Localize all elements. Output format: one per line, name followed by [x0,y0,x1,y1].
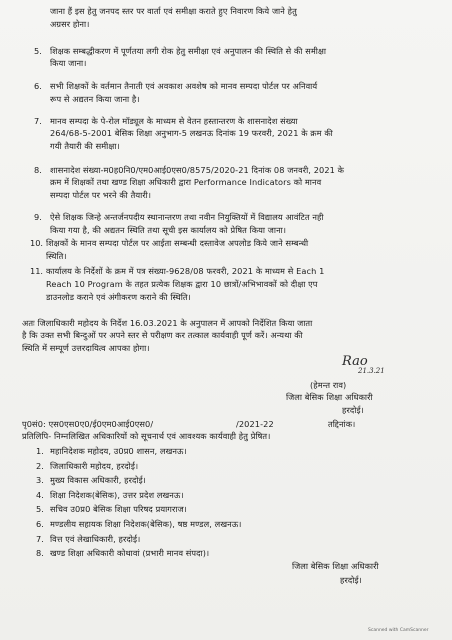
item-number: 8. [34,165,42,175]
item-number: 5. [34,46,42,56]
memo-reference: पृ0सं0: एस0एस0ए0/ई0एम0आई0एस0/ [22,419,154,429]
signatory-place: हरदोई। [342,405,364,415]
body-line: सम्पदा पोर्टल पर भरने की तैयारी। [50,190,152,200]
body-line: डाउनलोड कराने एवं अंगीकरण कराने की स्थिति। [46,292,191,302]
item-number: 10. [30,238,44,248]
closing-line: है कि उक्त सभी बिन्दुओं पर अपने स्तर से परीक्षण कर तत्काल कार्यवाही पूर्ण करें। अन्यथा की [22,330,303,340]
recipient-item: महानिदेशक महोदय, उ0प्र0 शासन, लखनऊ। [50,446,187,456]
body-line: क्रम में शिक्षकों तथा खण्ड शिक्षा अधिकारी द्वारा Performance Indicators को मानव [50,177,322,187]
body-line: किया गया है, की अद्यतन स्थिति तथा सूची इस कार्यालय को प्रेषित किया जाना। [50,225,287,235]
recipient-number: 1. [36,446,44,456]
item-number: 6. [34,81,42,91]
recipient-item: जिलाधिकारी महोदय, हरदोई। [50,461,139,471]
recipient-item: मुख्य विकास अधिकारी, हरदोई। [50,475,146,485]
item-number: 11. [30,266,44,276]
recipient-item: सचिव उ0प्र0 बेसिक शिक्षा परिषद प्रयागराज। [50,504,187,514]
recipient-item: शिक्षा निदेशक(बेसिक), उत्तर प्रदेश लखनऊ। [50,490,184,500]
body-line: Reach 10 Program के तहत प्रत्येक शिक्षक द्वारा 10 छात्रों/अभिभावकों को दीक्षा एप [46,279,318,289]
body-line: ऐसे शिक्षक जिन्हे अन्तर्जनपदीय स्थानान्तरण तथा नवीन नियुक्तियों में विद्यालय आवंटित नही [50,212,324,222]
memo-date-label: तद्दिनांक। [328,419,356,429]
body-line: शिक्षक सम्बद्धीकरण में पूर्णतया लगी रोक हेतु समीक्षा एवं अनुपालन की स्थिति से की समीक्षा [50,46,327,56]
body-line: स्थिति। [46,251,67,261]
recipient-number: 2. [36,461,44,471]
footer-signatory-title: जिला बेसिक शिक्षा अधिकारी [292,561,379,571]
body-line: कार्यालय के निर्देशों के क्रम में पत्र संख्या-9628/08 फरवरी, 2021 के माध्यम से Each 1 [46,266,325,276]
signatory-title: जिला बेसिक शिक्षा अधिकारी [286,392,373,402]
body-line: 264/68-5-2001 बेसिक शिक्षा अनुभाग-5 लखनऊ दिनांक 19 फरवरी, 2021 के क्रम की [50,128,333,138]
recipient-number: 6. [36,519,44,529]
signatory-name: (हेमन्त राव) [310,380,347,390]
body-line: गयी तैयारी की समीक्षा। [50,141,120,151]
body-line: शिक्षकों के मानव सम्पदा पोर्टल पर आईता सम्बन्धी दस्तावेज अपलोड किये जाने सम्बन्धी [46,238,309,248]
body-line: अग्रसर होना। [50,19,90,29]
body-line: शासनादेश संख्या-म0ह0नि0/एम0आई0एस0/8575/2020-21 दिनांक 08 जनवरी, 2021 के [50,165,345,175]
recipient-number: 8. [36,548,44,558]
body-line: मानव सम्पदा के पे-रोल मॉड्यूल के माध्यम से वेतन हस्तान्तरण के शासनादेश संख्या [50,116,298,126]
handwritten-signature: Rao [342,354,368,369]
recipient-number: 5. [36,504,44,514]
closing-line: अतः जिलाधिकारी महोदय के निर्देश 16.03.2021 के अनुपालन में आपको निर्देशित किया जाता [22,318,313,328]
footer-signatory-place: हरदोई। [340,575,362,585]
recipient-number: 3. [36,475,44,485]
signature-date: 21.3.21 [358,367,385,375]
recipient-item: वित्त एवं लेखाधिकारी, हरदोई। [50,534,141,544]
copy-intro: प्रतिलिपि- निम्नलिखित अधिकारियों को सूचनार्थ एवं आवश्यक कार्यवाही हेतु प्रेषित। [22,431,271,441]
body-line: जाना हैं इस हेतु जनपद स्तर पर वार्ता एवं समीक्षा कराते हुए निवारण किये जाने हेतु [50,6,297,16]
recipient-item: मण्डलीय सहायक शिक्षा निदेशक(बेसिक), षष्ठ मण्डल, लखनऊ। [50,519,242,529]
closing-line: स्थिति में सम्पूर्ण उत्तरदायित्व आपका होगा। [22,343,150,353]
body-line: सभी शिक्षकों के वर्तमान तैनाती एवं अवकाश अवशेष को मानव सम्पदा पोर्टल पर अनिवार्य [50,81,318,91]
memo-year: /2021-22 [236,419,274,429]
recipient-number: 7. [36,534,44,544]
item-number: 9. [34,212,42,222]
recipient-number: 4. [36,490,44,500]
body-line: रूप से अद्यतन किया जाना है। [50,94,140,104]
body-line: किया जाना। [50,58,87,68]
item-number: 7. [34,116,42,126]
scanner-watermark: Scanned with CamScanner [368,628,429,633]
recipient-item: खण्ड शिक्षा अधिकारी कोथावां (प्रभारी मानव संपदा)। [50,548,210,558]
